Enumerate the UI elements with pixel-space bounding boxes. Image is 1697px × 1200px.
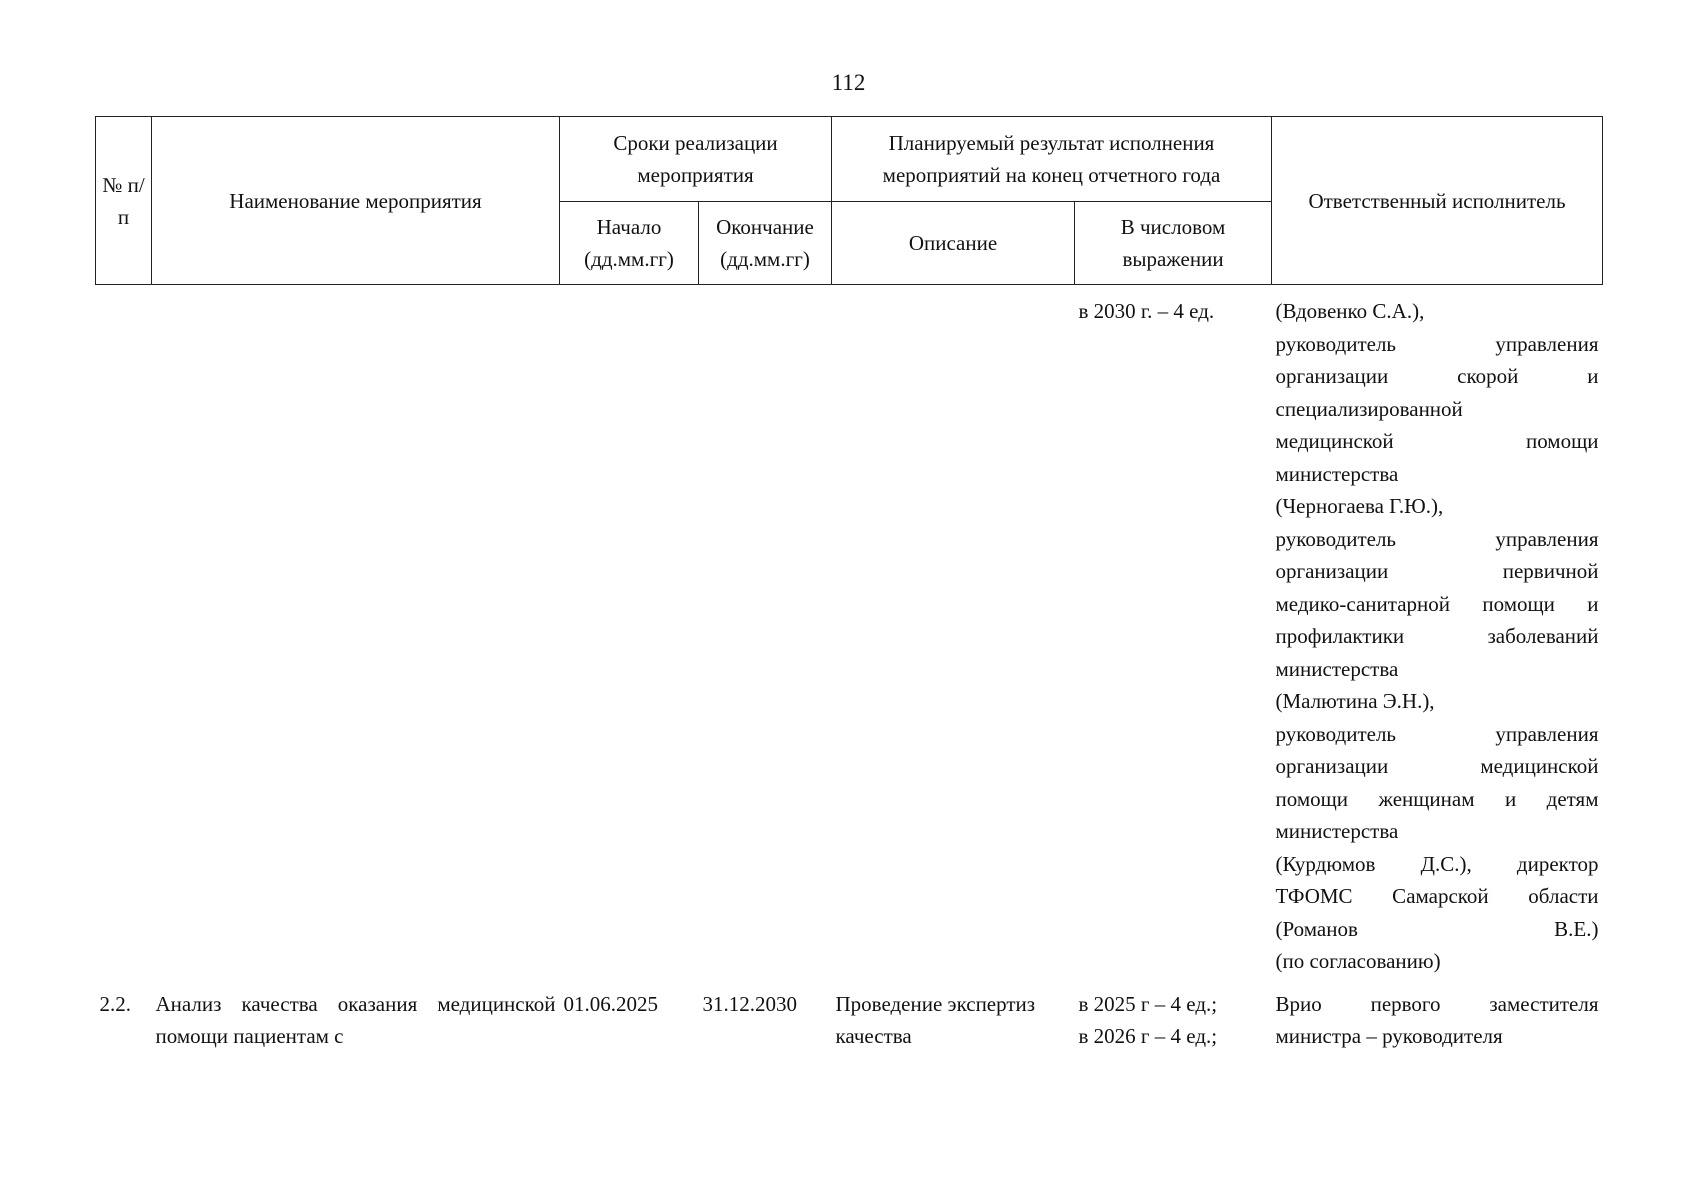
responsible-line: помощи женщинам и детям bbox=[1275, 786, 1599, 811]
responsible-line: руководитель управления bbox=[1275, 721, 1599, 746]
responsible-line: (Малютина Э.Н.), bbox=[1275, 689, 1435, 713]
responsible-line: профилактики заболеваний bbox=[1275, 624, 1599, 648]
table-header bbox=[96, 117, 1603, 285]
row-number: 2.2. bbox=[99, 991, 131, 1016]
responsible-line: министерства bbox=[1275, 656, 1399, 681]
end-date: 31.12.2030 bbox=[702, 991, 797, 1016]
responsible-line: (по согласованию) bbox=[1275, 949, 1441, 973]
responsible-line: организации первичной bbox=[1275, 559, 1599, 583]
responsible-line: медицинской помощи bbox=[1275, 429, 1599, 453]
responsible-line: министерства bbox=[1275, 819, 1399, 843]
header-description: Описание bbox=[832, 202, 1075, 285]
header-responsible: Ответственный исполнитель bbox=[1272, 117, 1603, 285]
start-date: 01.06.2025 bbox=[563, 991, 658, 1016]
header-planned: Планируемый результат исполнения мероприятий на конец отчетного года bbox=[832, 117, 1272, 202]
table-row-continuation bbox=[96, 295, 1603, 978]
responsible-line: (Курдюмов Д.С.), директор bbox=[1275, 851, 1599, 876]
result-description: Проведение экспертиз качества bbox=[835, 991, 1036, 1048]
responsible-line: руководитель управления bbox=[1275, 526, 1599, 551]
table-row-2-2 bbox=[96, 988, 1603, 1053]
responsible-line: специализированной bbox=[1275, 396, 1463, 421]
numeric-line: в 2025 г – 4 ед.; bbox=[1078, 991, 1218, 1016]
responsible-executor: Врио первого заместителя министра – руководителя bbox=[1275, 991, 1599, 1048]
responsible-line: ТФОМС Самарской области bbox=[1275, 884, 1599, 908]
continuation-responsible bbox=[1272, 295, 1603, 978]
header-end: Окончание (дд.мм.гг) bbox=[699, 202, 832, 285]
responsible-line: организации медицинской bbox=[1275, 754, 1599, 778]
responsible-line: организации скорой и bbox=[1275, 364, 1599, 388]
header-numeric: В числовом выражении bbox=[1075, 202, 1272, 285]
numeric-line: в 2026 г – 4 ед.; bbox=[1078, 1024, 1218, 1048]
result-numeric bbox=[1075, 988, 1272, 1053]
event-name: Анализ качества оказания медицинской помощи пациентам с bbox=[155, 991, 556, 1048]
continuation-numeric: в 2030 г. – 4 ед. bbox=[1078, 299, 1215, 323]
header-num: № п/п bbox=[96, 117, 152, 285]
responsible-line: руководитель управления bbox=[1275, 331, 1599, 356]
header-start: Начало (дд.мм.гг) bbox=[560, 202, 699, 285]
responsible-line: медико-санитарной помощи и bbox=[1275, 591, 1599, 616]
header-name: Наименование мероприятия bbox=[152, 117, 560, 285]
page-number: 112 bbox=[831, 70, 866, 95]
responsible-line: (Вдовенко С.А.), bbox=[1275, 299, 1425, 323]
events-table bbox=[95, 116, 1603, 1053]
responsible-line: министерства bbox=[1275, 461, 1399, 486]
responsible-line: (Романов В.Е.) bbox=[1275, 916, 1599, 941]
header-timing: Сроки реализации мероприятия bbox=[560, 117, 832, 202]
responsible-line: (Черногаева Г.Ю.), bbox=[1275, 494, 1444, 518]
